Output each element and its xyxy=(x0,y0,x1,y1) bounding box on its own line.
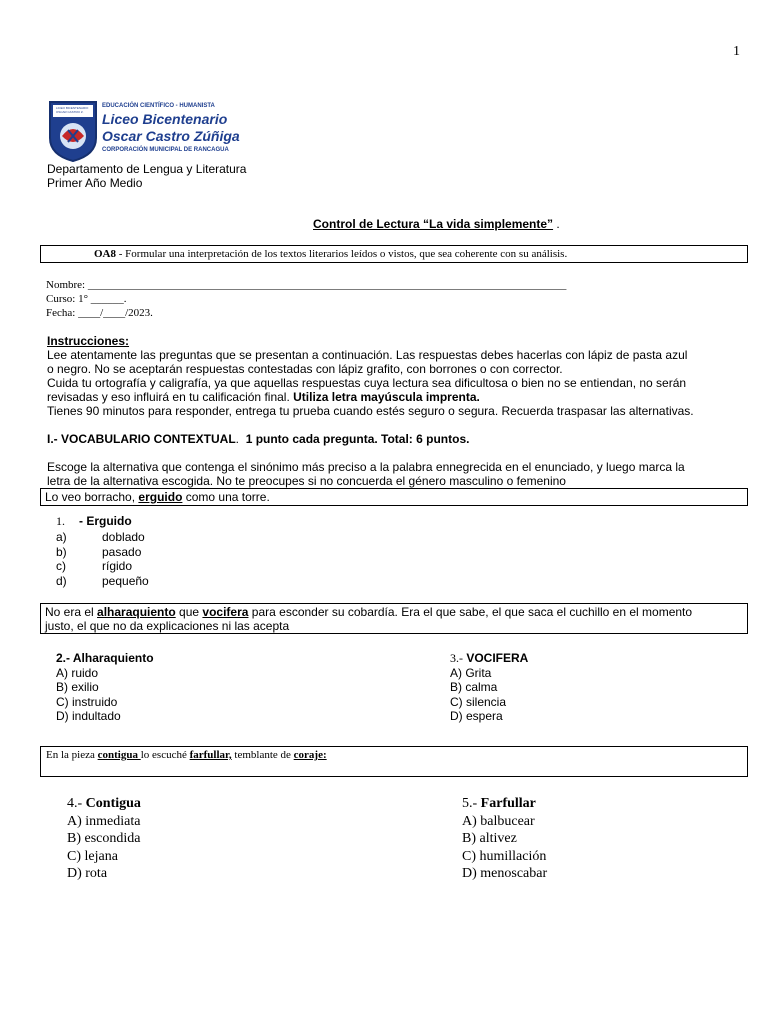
q2-option-b[interactable]: B) exilio xyxy=(56,680,99,694)
q2-option-c[interactable]: C) instruido xyxy=(56,694,118,709)
question-1-title: 1. - Erguido xyxy=(56,514,132,528)
section-1-instructions: Escoge la alternativa que contenga el sinónimo más preciso a la palabra ennegrecida en el enunciado, y luego marca la letra de la alternativa escogida. No te preocupes si no concuerda el género masculino o femenino xyxy=(47,460,685,488)
objective-code: OA8 xyxy=(94,248,116,260)
question-3-title: 3.- VOCIFERA xyxy=(450,651,529,665)
q5-option-a[interactable]: A) balbucear xyxy=(462,813,535,829)
keyword-coraje: coraje: xyxy=(293,749,327,761)
shield-text-2: OSCAR CASTRO Z. xyxy=(56,110,84,114)
instructions-line-1: Lee atentamente las preguntas que se presentan a continuación. Las respuestas debes hacerlas con lápiz de pasta azul xyxy=(47,348,688,362)
question-4 xyxy=(67,795,141,883)
question-5 xyxy=(462,795,547,883)
question-1-options xyxy=(56,530,149,588)
q2-option-a[interactable]: A) ruido xyxy=(56,665,99,680)
department-label: Departamento de Lengua y Literatura xyxy=(47,162,247,176)
q2-option-d[interactable]: D) indultado xyxy=(56,709,121,723)
q1-option-a[interactable]: a) doblado xyxy=(56,530,145,544)
title-text: Control de Lectura “La vida simplemente” xyxy=(313,217,554,231)
context-box-3: En la pieza contigua lo escuché farfullar, temblante de coraje: xyxy=(40,746,748,777)
logo-line-4: CORPORACIÓN MUNICIPAL DE RANCAGUA xyxy=(102,147,229,153)
objective-box xyxy=(40,245,748,263)
q3-option-a[interactable]: A) Grita xyxy=(450,665,492,680)
q1-option-d[interactable]: d) pequeño xyxy=(56,573,149,588)
keyword-vocifera: vocifera xyxy=(202,605,249,619)
objective-text: - Formular una interpretación de los textos literarios leídos o vistos, que sea coherente con su análisis. xyxy=(116,248,568,260)
section-1-points: 1 punto cada pregunta. Total: 6 puntos. xyxy=(245,432,470,446)
q5-option-c[interactable]: C) humillación xyxy=(462,848,547,864)
q1-option-b[interactable]: b) pasado xyxy=(56,544,142,559)
school-logo xyxy=(48,100,288,162)
instructions-line-3: Cuida tu ortografía y caligrafía, ya que aquellas respuestas cuya lectura sea dificultosa o bien no se entiendan, no serán xyxy=(47,376,687,390)
fecha-field[interactable]: Fecha: ____/____/2023. xyxy=(46,307,153,319)
instructions-line-2: o negro. No se aceptarán respuestas contestadas con lápiz grafito, con borrones o con corrector. xyxy=(47,362,563,376)
q4-option-a[interactable]: A) inmediata xyxy=(67,813,141,829)
q5-option-d[interactable]: D) menoscabar xyxy=(462,866,548,881)
logo-line-1: EDUCACIÓN CIENTÍFICO - HUMANISTA xyxy=(102,103,215,109)
q4-option-c[interactable]: C) lejana xyxy=(67,848,118,864)
question-2-title: 2.- Alharaquiento xyxy=(56,651,154,665)
instructions-line-5: Tienes 90 minutos para responder, entrega tu prueba cuando estés seguro o segura. Recuerda traspasar las alternativas. xyxy=(47,404,694,418)
keyword-erguido: erguido xyxy=(138,490,183,504)
section-1-heading: I.- VOCABULARIO CONTEXTUAL. 1 punto cada pregunta. Total: 6 puntos. xyxy=(47,432,470,446)
instructions-heading: Instrucciones: xyxy=(47,334,130,348)
curso-field[interactable]: Curso: 1° ______. xyxy=(46,293,127,305)
question-5-title: 5.- Farfullar xyxy=(462,796,536,811)
question-3 xyxy=(450,651,528,724)
logo-line-3: Oscar Castro Zúñiga xyxy=(102,128,240,144)
context-box-1: Lo veo borracho, erguido como una torre. xyxy=(40,488,748,506)
question-4-title: 4.- Contigua xyxy=(67,796,141,811)
question-2 xyxy=(56,651,154,724)
keyword-farfullar: farfullar, xyxy=(189,749,232,761)
page-number: 1 xyxy=(733,44,740,59)
logo-line-2: Liceo Bicentenario xyxy=(102,111,228,127)
keyword-alharaquiento: alharaquiento xyxy=(97,605,176,619)
q3-option-d[interactable]: D) espera xyxy=(450,709,503,723)
page-title xyxy=(313,217,560,231)
shield-text-1: LICEO BICENTENARIO xyxy=(56,106,89,110)
keyword-contigua: contigua xyxy=(97,749,141,761)
q1-option-c[interactable]: c) rígido xyxy=(56,559,133,573)
title-suffix: . xyxy=(553,217,560,231)
context-box-2: No era el alharaquiento que vocifera para esconder su cobardía. Era el que sabe, el que saca el cuchillo en el momento justo, el que no da explicaciones ni las acepta xyxy=(40,603,748,634)
q4-option-d[interactable]: D) rota xyxy=(67,866,108,881)
instructions-line-4: revisadas y eso influirá en tu calificación final. Utiliza letra mayúscula imprenta. xyxy=(47,390,480,404)
q5-option-b[interactable]: B) altivez xyxy=(462,831,517,846)
grade-label: Primer Año Medio xyxy=(47,176,143,190)
nombre-field[interactable]: Nombre: _______________________________________________________________________________________ xyxy=(46,279,567,291)
q3-option-b[interactable]: B) calma xyxy=(450,680,498,694)
instructions-body xyxy=(47,348,694,418)
q3-option-c[interactable]: C) silencia xyxy=(450,694,507,709)
q4-option-b[interactable]: B) escondida xyxy=(67,831,141,846)
